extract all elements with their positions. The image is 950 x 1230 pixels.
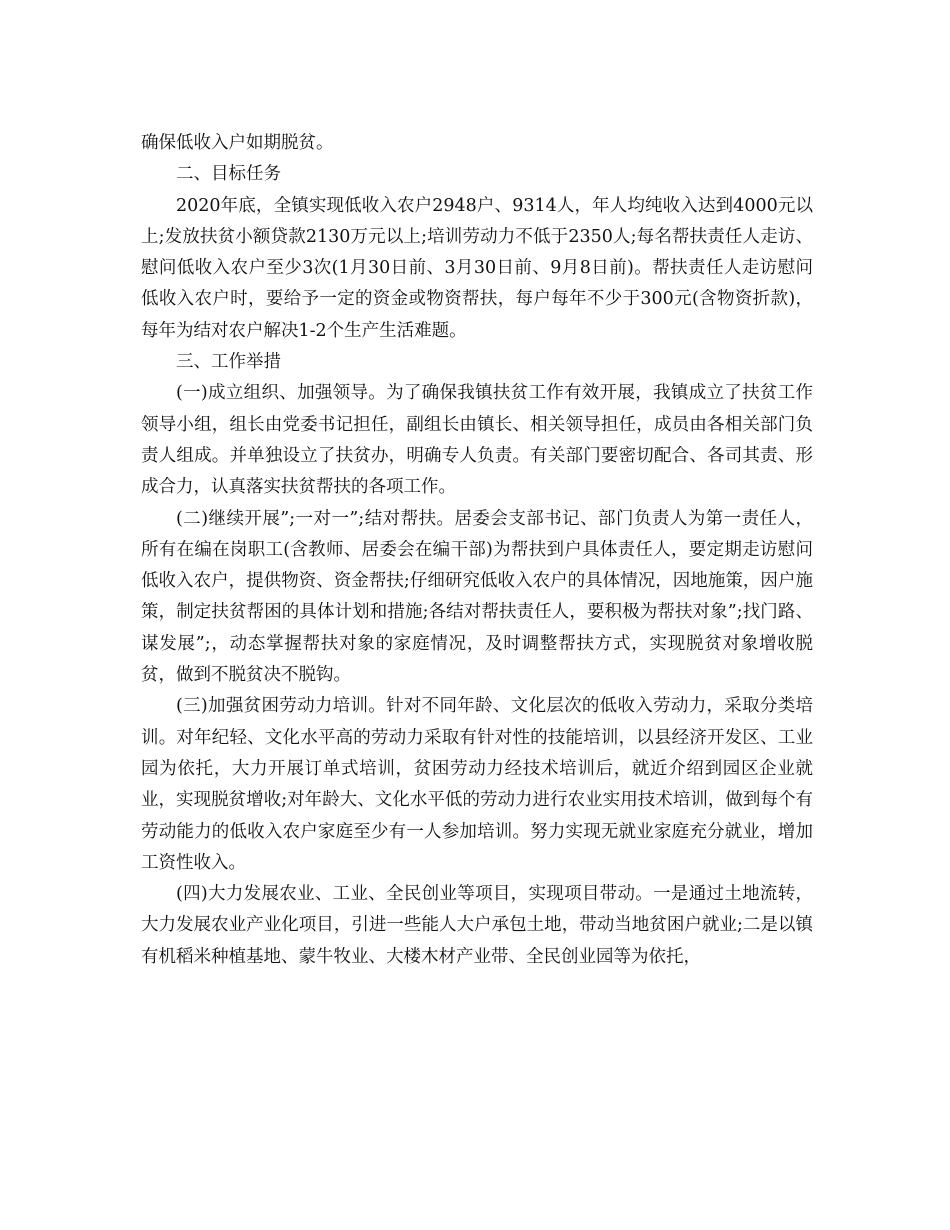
paragraph-continuation: 确保低收入户如期脱贫。 [141,133,334,153]
section-heading-targets: 二、目标任务 [176,164,281,185]
section-heading-measures: 三、工作举措 [176,352,281,373]
paragraph-measure-4: (四)大力发展农业、工业、全民创业等项目，实现项目带动。一是通过土地流转，大力发展农业产业化项目，引进一些能人大户承包土地，带动当地贫困户就业;二是以镇有机稻米种植基地、蒙牛牧业、大楼木材产业带、全民创业园等为依托， [141,884,813,967]
document-page [141,128,813,973]
paragraph-measure-2: (二)继续开展”;一对一”;结对帮扶。居委会支部书记、部门负责人为第一责任人，所有在编在岗职工(含教师、居委会在编干部)为帮扶到户具体责任人，要定期走访慰问低收入农户，提供物资、资金帮扶;仔细研究低收入农户的具体情况，因地施策，因户施策，制定扶贫帮困的具体计划和措施;各结对帮扶责任人，要积极为帮扶对象”;找门路、谋发展”;，动态掌握帮扶对象的家庭情况，及时调整帮扶方式，实现脱贫对象增收脱贫，做到不脱贫决不脱钩。 [141,508,813,686]
paragraph-targets: 2020年底，全镇实现低收入农户2948户、9314人，年人均纯收入达到4000元以上;发放扶贫小额贷款2130万元以上;培训劳动力不低于2350人;每名帮扶责任人走访、慰问低收入农户至少3次(1月30日前、3月30日前、9月8日前)。帮扶责任人走访慰问低收入农户时，要给予一定的资金或物资帮扶，每户每年不少于300元(含物资折款)，每年为结对农户解决1-2个生产生活难题。 [141,195,813,341]
paragraph-measure-3: (三)加强贫困劳动力培训。针对不同年龄、文化层次的低收入劳动力，采取分类培训。对年纪轻、文化水平高的劳动力采取有针对性的技能培训，以县经济开发区、工业园为依托，大力开展订单式培训，贫困劳动力经技术培训后，就近介绍到园区企业就业，实现脱贫增收;对年龄大、文化水平低的劳动力进行农业实用技术培训，做到每个有劳动能力的低收入农户家庭至少有一人参加培训。努力实现无就业家庭充分就业，增加工资性收入。 [141,696,813,873]
paragraph-measure-1: (一)成立组织、加强领导。为了确保我镇扶贫工作有效开展，我镇成立了扶贫工作领导小组，组长由党委书记担任，副组长由镇长、相关领导担任，成员由各相关部门负责人组成。并单独设立了扶贫办，明确专人负责。有关部门要密切配合、各司其责、形成合力，认真落实扶贫帮扶的各项工作。 [141,383,813,498]
